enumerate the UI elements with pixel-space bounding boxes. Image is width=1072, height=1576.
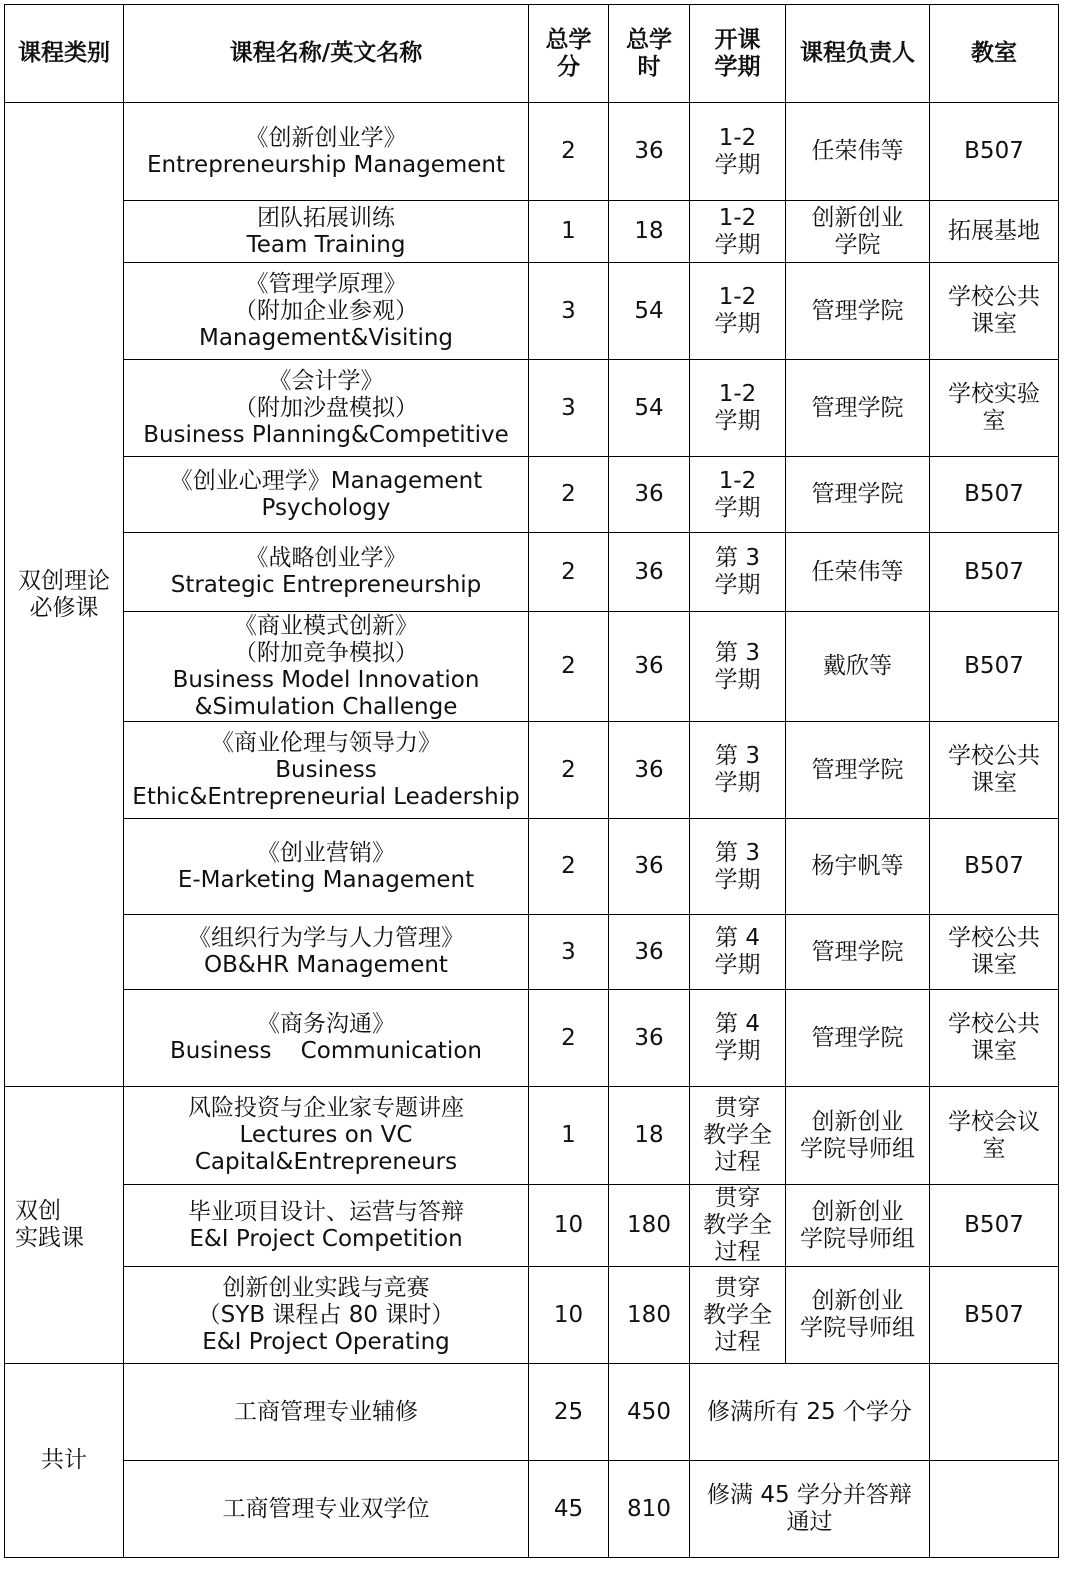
cell-line: 教学全 (703, 1122, 772, 1148)
hours-cell: 36 (609, 819, 690, 915)
hours-cell: 36 (609, 990, 690, 1087)
cell-line: Entrepreneurship Management (146, 151, 506, 178)
header-row (5, 5, 1059, 103)
semester-cell (690, 533, 786, 612)
room-cell (930, 990, 1059, 1087)
table-row (5, 612, 1059, 722)
cell-line: 学期 (714, 866, 761, 893)
cell-line: 管理学院 (811, 297, 904, 324)
hours-cell: 18 (609, 201, 690, 263)
hours-cell: 180 (609, 1267, 690, 1364)
cell-line: （SYB 课程占 80 课时） (197, 1301, 455, 1328)
cell-line: E-Marketing Management (177, 866, 475, 893)
header-category: 课程类别 (5, 5, 124, 103)
cell-line: 1-2 (718, 467, 757, 494)
room-cell (930, 201, 1059, 263)
hours-cell: 36 (609, 457, 690, 533)
cell-line: Lectures on VC (239, 1122, 413, 1148)
table-row (5, 103, 1059, 201)
cell-line: （附加沙盘模拟） (234, 394, 418, 421)
cell-line: 双创 (15, 1198, 61, 1224)
cell-line: 任荣伟等 (811, 558, 904, 585)
credits-cell: 2 (529, 819, 609, 915)
owner-cell (786, 819, 930, 915)
cell-line: 《战略创业学》 (245, 545, 407, 571)
hours-cell: 36 (609, 722, 690, 819)
course-name-cell (124, 612, 529, 722)
cell-line: &Simulation Challenge (194, 693, 458, 720)
credits-cell: 2 (529, 533, 609, 612)
room-cell (930, 1185, 1059, 1267)
total-credits-cell: 45 (529, 1461, 609, 1558)
credits-cell: 10 (529, 1267, 609, 1364)
cell-line: 拓展基地 (948, 218, 1040, 244)
curriculum-table (4, 4, 1059, 1558)
cell-line: Capital&Entrepreneurs (194, 1149, 458, 1175)
cell-line: 双创理论 (18, 567, 110, 594)
cell-line: 学院导师组 (800, 1315, 915, 1341)
cell-line: 学校会议 (948, 1108, 1040, 1135)
course-name-cell (124, 263, 529, 360)
total-requirement-note (690, 1461, 930, 1558)
cell-line: 室 (982, 408, 1006, 434)
table-row (5, 1087, 1059, 1185)
cell-line: 1-2 (718, 381, 757, 407)
cell-line: B507 (964, 558, 1024, 585)
cell-line: 教学全 (703, 1212, 772, 1238)
course-name-cell (124, 819, 529, 915)
credits-cell: 2 (529, 103, 609, 201)
cell-line: Business (275, 756, 377, 783)
cell-line: B507 (964, 853, 1024, 879)
room-cell (930, 360, 1059, 457)
course-name-cell (124, 915, 529, 990)
cell-line: 教学全 (703, 1301, 772, 1328)
cell-line: E&I Project Competition (189, 1225, 463, 1252)
cell-line: 管理学院 (811, 938, 904, 965)
total-row (5, 1364, 1059, 1461)
cell-line: Business Planning&Competitive (143, 421, 509, 448)
cell-line: 创新创业实践与竞赛 (222, 1274, 430, 1301)
semester-cell (690, 990, 786, 1087)
course-name-cell (124, 201, 529, 263)
cell-line: 学校公共 (948, 743, 1040, 769)
total-room-empty (930, 1461, 1059, 1558)
total-requirement-note (690, 1364, 930, 1461)
cell-line: 第 3 (715, 639, 760, 666)
cell-line: 实践课 (15, 1225, 84, 1251)
cell-line: 《创业营销》 (257, 839, 395, 866)
table-row (5, 201, 1059, 263)
total-hours-cell: 810 (609, 1461, 690, 1558)
credits-cell: 1 (529, 1087, 609, 1185)
cell-line: 第 3 (715, 839, 760, 866)
credits-cell: 2 (529, 612, 609, 722)
cell-line: 《商务沟通》 (257, 1011, 395, 1037)
cell-line: 学校公共 (948, 925, 1040, 951)
cell-line: 学期 (714, 151, 761, 178)
cell-line: 学期 (714, 311, 761, 337)
table-body (5, 103, 1059, 1558)
cell-line: 过程 (714, 1328, 761, 1355)
owner-cell (786, 915, 930, 990)
cell-line: 《会计学》 (268, 367, 384, 394)
table-row (5, 915, 1059, 990)
header-course-name: 课程名称/英文名称 (124, 5, 529, 103)
table-row (5, 360, 1059, 457)
cell-line: 课室 (971, 311, 1017, 337)
cell-line: 《管理学原理》 (245, 270, 407, 297)
table-row (5, 990, 1059, 1087)
course-name-cell (124, 533, 529, 612)
credits-cell: 2 (529, 722, 609, 819)
total-row (5, 1461, 1059, 1558)
cell-line: 第 3 (715, 743, 760, 769)
cell-line: （附加企业参观） (234, 297, 418, 324)
cell-line: 创新创业 (811, 204, 904, 231)
cell-line: 学期 (714, 231, 761, 258)
cell-line: Strategic Entrepreneurship (170, 572, 482, 598)
category-practice (5, 1087, 124, 1364)
hours-cell: 180 (609, 1185, 690, 1267)
cell-line: 毕业项目设计、运营与答辩 (188, 1198, 464, 1225)
semester-cell (690, 915, 786, 990)
cell-line: B507 (964, 138, 1024, 164)
cell-line: 学期 (714, 770, 761, 796)
header-credits: 总学 分 (529, 5, 609, 103)
hours-cell: 36 (609, 103, 690, 201)
semester-cell (690, 1087, 786, 1185)
owner-cell (786, 612, 930, 722)
cell-line: Management&Visiting (198, 324, 454, 351)
header-room: 教室 (930, 5, 1059, 103)
owner-cell (786, 360, 930, 457)
course-name-cell (124, 457, 529, 533)
category-total: 共计 (5, 1364, 124, 1558)
total-hours-cell: 450 (609, 1364, 690, 1461)
cell-line: 修满 45 学分并答辩 (707, 1482, 912, 1508)
owner-cell (786, 990, 930, 1087)
cell-line: 学院导师组 (800, 1135, 915, 1162)
semester-cell (690, 103, 786, 201)
cell-line: 学期 (714, 408, 761, 434)
semester-cell (690, 612, 786, 722)
course-name-cell (124, 1185, 529, 1267)
cell-line: 通过 (786, 1509, 833, 1535)
cell-line: 过程 (714, 1149, 761, 1175)
cell-line: 学院导师组 (800, 1225, 915, 1252)
hours-cell: 36 (609, 533, 690, 612)
owner-cell (786, 1267, 930, 1364)
semester-cell (690, 360, 786, 457)
cell-line: 课室 (971, 1038, 1017, 1064)
semester-cell (690, 201, 786, 263)
cell-line: 创新创业 (811, 1108, 904, 1135)
room-cell (930, 1267, 1059, 1364)
total-program-name: 工商管理专业双学位 (124, 1461, 529, 1558)
cell-line: E&I Project Operating (202, 1328, 450, 1355)
table-row (5, 263, 1059, 360)
cell-line: 学期 (714, 572, 761, 598)
course-name-cell (124, 1267, 529, 1364)
cell-line: 管理学院 (811, 481, 904, 507)
cell-line: Business Communication (170, 1038, 482, 1064)
cell-line: B507 (964, 653, 1024, 679)
course-name-cell (124, 722, 529, 819)
cell-line: 学校公共 (948, 1011, 1040, 1037)
hours-cell: 36 (609, 915, 690, 990)
table-row (5, 457, 1059, 533)
header-semester: 开课 学期 (690, 5, 786, 103)
cell-line: 学期 (714, 666, 761, 693)
course-name-cell (124, 1087, 529, 1185)
cell-line: 学院 (834, 231, 881, 258)
room-cell (930, 457, 1059, 533)
owner-cell (786, 533, 930, 612)
cell-line: 第 4 (715, 925, 760, 951)
cell-line: 第 3 (715, 545, 760, 571)
cell-line: 学期 (714, 494, 761, 521)
total-room-empty (930, 1364, 1059, 1461)
cell-line: 创新创业 (811, 1288, 904, 1314)
category-theory-required (5, 103, 124, 1087)
owner-cell (786, 1185, 930, 1267)
room-cell (930, 103, 1059, 201)
cell-line: 修满所有 25 个学分 (707, 1398, 912, 1425)
owner-cell (786, 722, 930, 819)
credits-cell: 10 (529, 1185, 609, 1267)
cell-line: Ethic&Entrepreneurial Leadership (132, 783, 520, 810)
credits-cell: 3 (529, 915, 609, 990)
cell-line: Team Training (246, 231, 406, 258)
cell-line: 1-2 (718, 204, 757, 231)
semester-cell (690, 722, 786, 819)
cell-line: 学校实验 (948, 381, 1040, 407)
cell-line: 杨宇帆等 (811, 853, 904, 879)
hours-cell: 18 (609, 1087, 690, 1185)
credits-cell: 2 (529, 990, 609, 1087)
header-hours: 总学 时 (609, 5, 690, 103)
table-row (5, 722, 1059, 819)
cell-line: 第 4 (715, 1011, 760, 1037)
credits-cell: 3 (529, 263, 609, 360)
cell-line: 必修课 (29, 594, 99, 621)
cell-line: B507 (964, 481, 1024, 507)
cell-line: 《创业心理学》Management (169, 467, 483, 494)
cell-line: 管理学院 (811, 394, 904, 421)
cell-line: 管理学院 (811, 756, 904, 783)
cell-line: B507 (964, 1301, 1024, 1328)
semester-cell (690, 263, 786, 360)
cell-line: 过程 (714, 1239, 761, 1265)
cell-line: 学校公共 (948, 284, 1040, 310)
cell-line: 学期 (714, 952, 761, 978)
cell-line: （附加竞争模拟） (234, 639, 418, 666)
cell-line: 学期 (714, 1038, 761, 1064)
course-name-cell (124, 990, 529, 1087)
room-cell (930, 263, 1059, 360)
cell-line: Psychology (261, 494, 391, 521)
table-row (5, 1267, 1059, 1364)
hours-cell: 36 (609, 612, 690, 722)
hours-cell: 54 (609, 360, 690, 457)
semester-cell (690, 819, 786, 915)
cell-line: 课室 (971, 952, 1017, 978)
owner-cell (786, 103, 930, 201)
cell-line: 风险投资与企业家专题讲座 (188, 1095, 464, 1121)
cell-line: 《商业模式创新》 (234, 612, 418, 639)
cell-line: OB&HR Management (204, 952, 448, 978)
room-cell (930, 915, 1059, 990)
cell-line: 1-2 (718, 124, 757, 151)
table-row (5, 819, 1059, 915)
cell-line: 团队拓展训练 (257, 204, 395, 231)
cell-line: 《商业伦理与领导力》 (211, 729, 441, 756)
cell-line: 贯穿 (714, 1185, 761, 1211)
credits-cell: 1 (529, 201, 609, 263)
total-credits-cell: 25 (529, 1364, 609, 1461)
hours-cell: 54 (609, 263, 690, 360)
room-cell (930, 722, 1059, 819)
cell-line: 《创新创业学》 (245, 124, 407, 151)
course-name-cell (124, 360, 529, 457)
cell-line: 管理学院 (811, 1024, 904, 1051)
cell-line: 任荣伟等 (811, 138, 904, 164)
cell-line: 贯穿 (714, 1274, 761, 1301)
room-cell (930, 819, 1059, 915)
header-owner: 课程负责人 (786, 5, 930, 103)
cell-line: 课室 (971, 770, 1017, 796)
owner-cell (786, 263, 930, 360)
cell-line: Business Model Innovation (172, 666, 480, 693)
cell-line: 贯穿 (714, 1095, 761, 1121)
cell-line: 《组织行为学与人力管理》 (188, 925, 464, 951)
room-cell (930, 533, 1059, 612)
course-name-cell (124, 103, 529, 201)
room-cell (930, 612, 1059, 722)
total-program-name: 工商管理专业辅修 (124, 1364, 529, 1461)
cell-line: 室 (982, 1135, 1006, 1162)
table-row (5, 533, 1059, 612)
owner-cell (786, 1087, 930, 1185)
owner-cell (786, 201, 930, 263)
cell-line: 1-2 (718, 284, 757, 310)
owner-cell (786, 457, 930, 533)
credits-cell: 2 (529, 457, 609, 533)
credits-cell: 3 (529, 360, 609, 457)
table-row (5, 1185, 1059, 1267)
room-cell (930, 1087, 1059, 1185)
semester-cell (690, 1267, 786, 1364)
semester-cell (690, 1185, 786, 1267)
curriculum-table-wrapper (4, 4, 1059, 1558)
semester-cell (690, 457, 786, 533)
cell-line: 创新创业 (811, 1198, 904, 1225)
cell-line: B507 (964, 1212, 1024, 1238)
cell-line: 戴欣等 (823, 653, 892, 679)
